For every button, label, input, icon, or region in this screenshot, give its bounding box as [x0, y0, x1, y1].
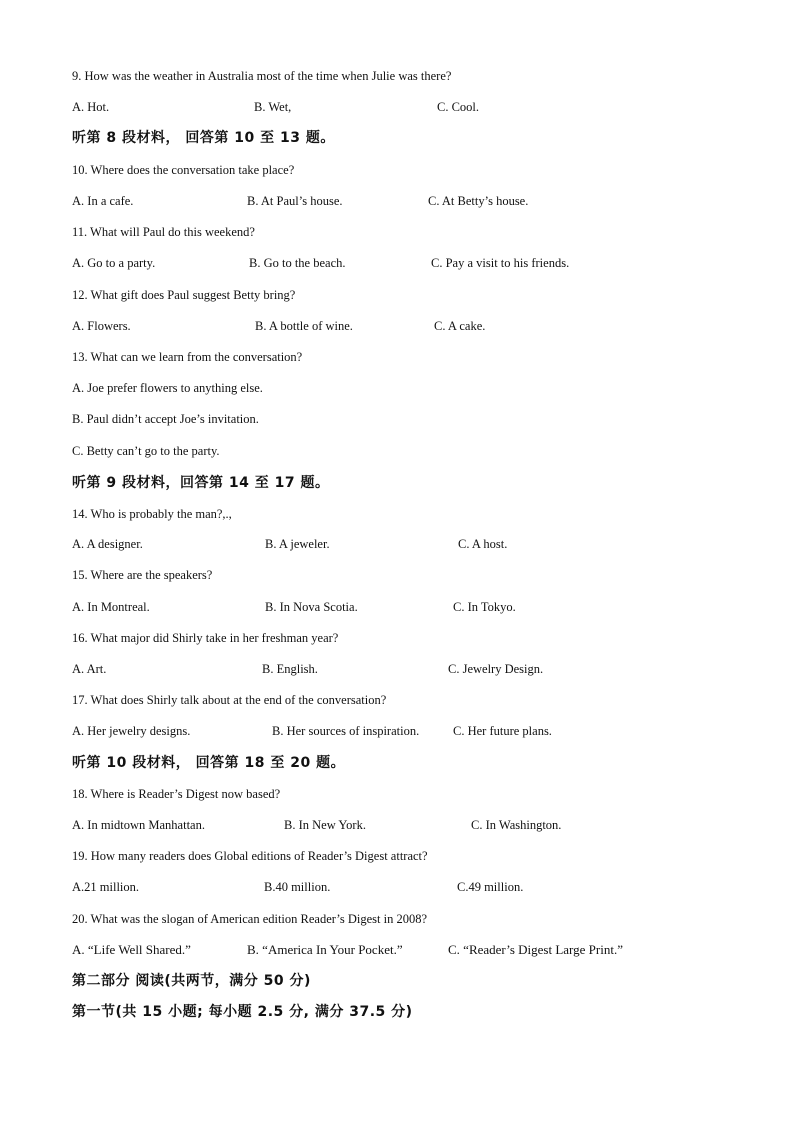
option-12c: C. A cake.	[434, 319, 486, 333]
option-12b: B. A bottle of wine.	[255, 319, 353, 333]
option-15b: B. In Nova Scotia.	[265, 600, 358, 614]
option-16a: A. Art.	[72, 662, 107, 676]
option-15c: C. In Tokyo.	[453, 600, 516, 614]
option-13b: B. Paul didn’t accept Joe’s invitation.	[72, 412, 259, 426]
option-10b: B. At Paul’s house.	[247, 194, 343, 208]
option-9a: A. Hot.	[72, 100, 110, 114]
option-19a: A.21 million.	[72, 880, 140, 894]
question-11: 11. What will Paul do this weekend?	[72, 225, 255, 239]
question-20: 20. What was the slogan of American edition Reader’s Digest in 2008?	[72, 912, 428, 926]
option-11a: A. Go to a party.	[72, 256, 156, 270]
question-12: 12. What gift does Paul suggest Betty bring?	[72, 288, 296, 302]
question-17: 17. What does Shirly talk about at the end of the conversation?	[72, 693, 387, 707]
option-19c: C.49 million.	[457, 880, 524, 894]
question-9: 9. How was the weather in Australia most of the time when Julie was there?	[72, 69, 452, 83]
option-16b: B. English.	[262, 662, 318, 676]
option-20b: B. “America In Your Pocket.”	[247, 942, 403, 957]
option-14b: B. A jeweler.	[265, 537, 330, 551]
option-18b: B. In New York.	[284, 818, 366, 832]
question-18: 18. Where is Reader’s Digest now based?	[72, 787, 281, 801]
option-10a: A. In a cafe.	[72, 194, 134, 208]
option-19b: B.40 million.	[264, 880, 331, 894]
option-13c: C. Betty can’t go to the party.	[72, 444, 220, 458]
option-15a: A. In Montreal.	[72, 600, 150, 614]
part-2-section-1-heading: 第一节(共 15 小题; 每小题 2.5 分, 满分 37.5 分)	[72, 1004, 413, 1020]
option-14a: A. A designer.	[72, 537, 143, 551]
option-9c: C. Cool.	[437, 100, 480, 114]
option-11c: C. Pay a visit to his friends.	[431, 256, 570, 270]
question-10: 10. Where does the conversation take place?	[72, 163, 295, 177]
option-12a: A. Flowers.	[72, 319, 131, 333]
option-20a: A. “Life Well Shared.”	[72, 942, 191, 957]
question-19: 19. How many readers does Global editions of Reader’s Digest attract?	[72, 849, 428, 863]
option-9b: B. Wet,	[254, 100, 292, 114]
option-20c: C. “Reader’s Digest Large Print.”	[448, 942, 623, 957]
option-17b: B. Her sources of inspiration.	[272, 724, 420, 738]
option-18c: C. In Washington.	[471, 818, 562, 832]
option-17a: A. Her jewelry designs.	[72, 724, 191, 738]
section-9-heading: 听第 9 段材料，回答第 14 至 17 题。	[72, 475, 330, 491]
question-15: 15. Where are the speakers?	[72, 568, 213, 582]
part-2-heading: 第二部分 阅读(共两节，满分 50 分)	[72, 973, 311, 989]
option-16c: C. Jewelry Design.	[448, 662, 544, 676]
question-16: 16. What major did Shirly take in her freshman year?	[72, 631, 339, 645]
option-13a: A. Joe prefer flowers to anything else.	[72, 381, 263, 395]
option-10c: C. At Betty’s house.	[428, 194, 529, 208]
option-11b: B. Go to the beach.	[249, 256, 346, 270]
option-17c: C. Her future plans.	[453, 724, 552, 738]
question-13: 13. What can we learn from the conversation?	[72, 350, 303, 364]
section-8-heading: 听第 8 段材料， 回答第 10 至 13 题。	[72, 130, 335, 146]
option-14c: C. A host.	[458, 537, 508, 551]
question-14: 14. Who is probably the man?,.,	[72, 507, 232, 521]
option-18a: A. In midtown Manhattan.	[72, 818, 205, 832]
section-10-heading: 听第 10 段材料， 回答第 18 至 20 题。	[72, 755, 346, 771]
